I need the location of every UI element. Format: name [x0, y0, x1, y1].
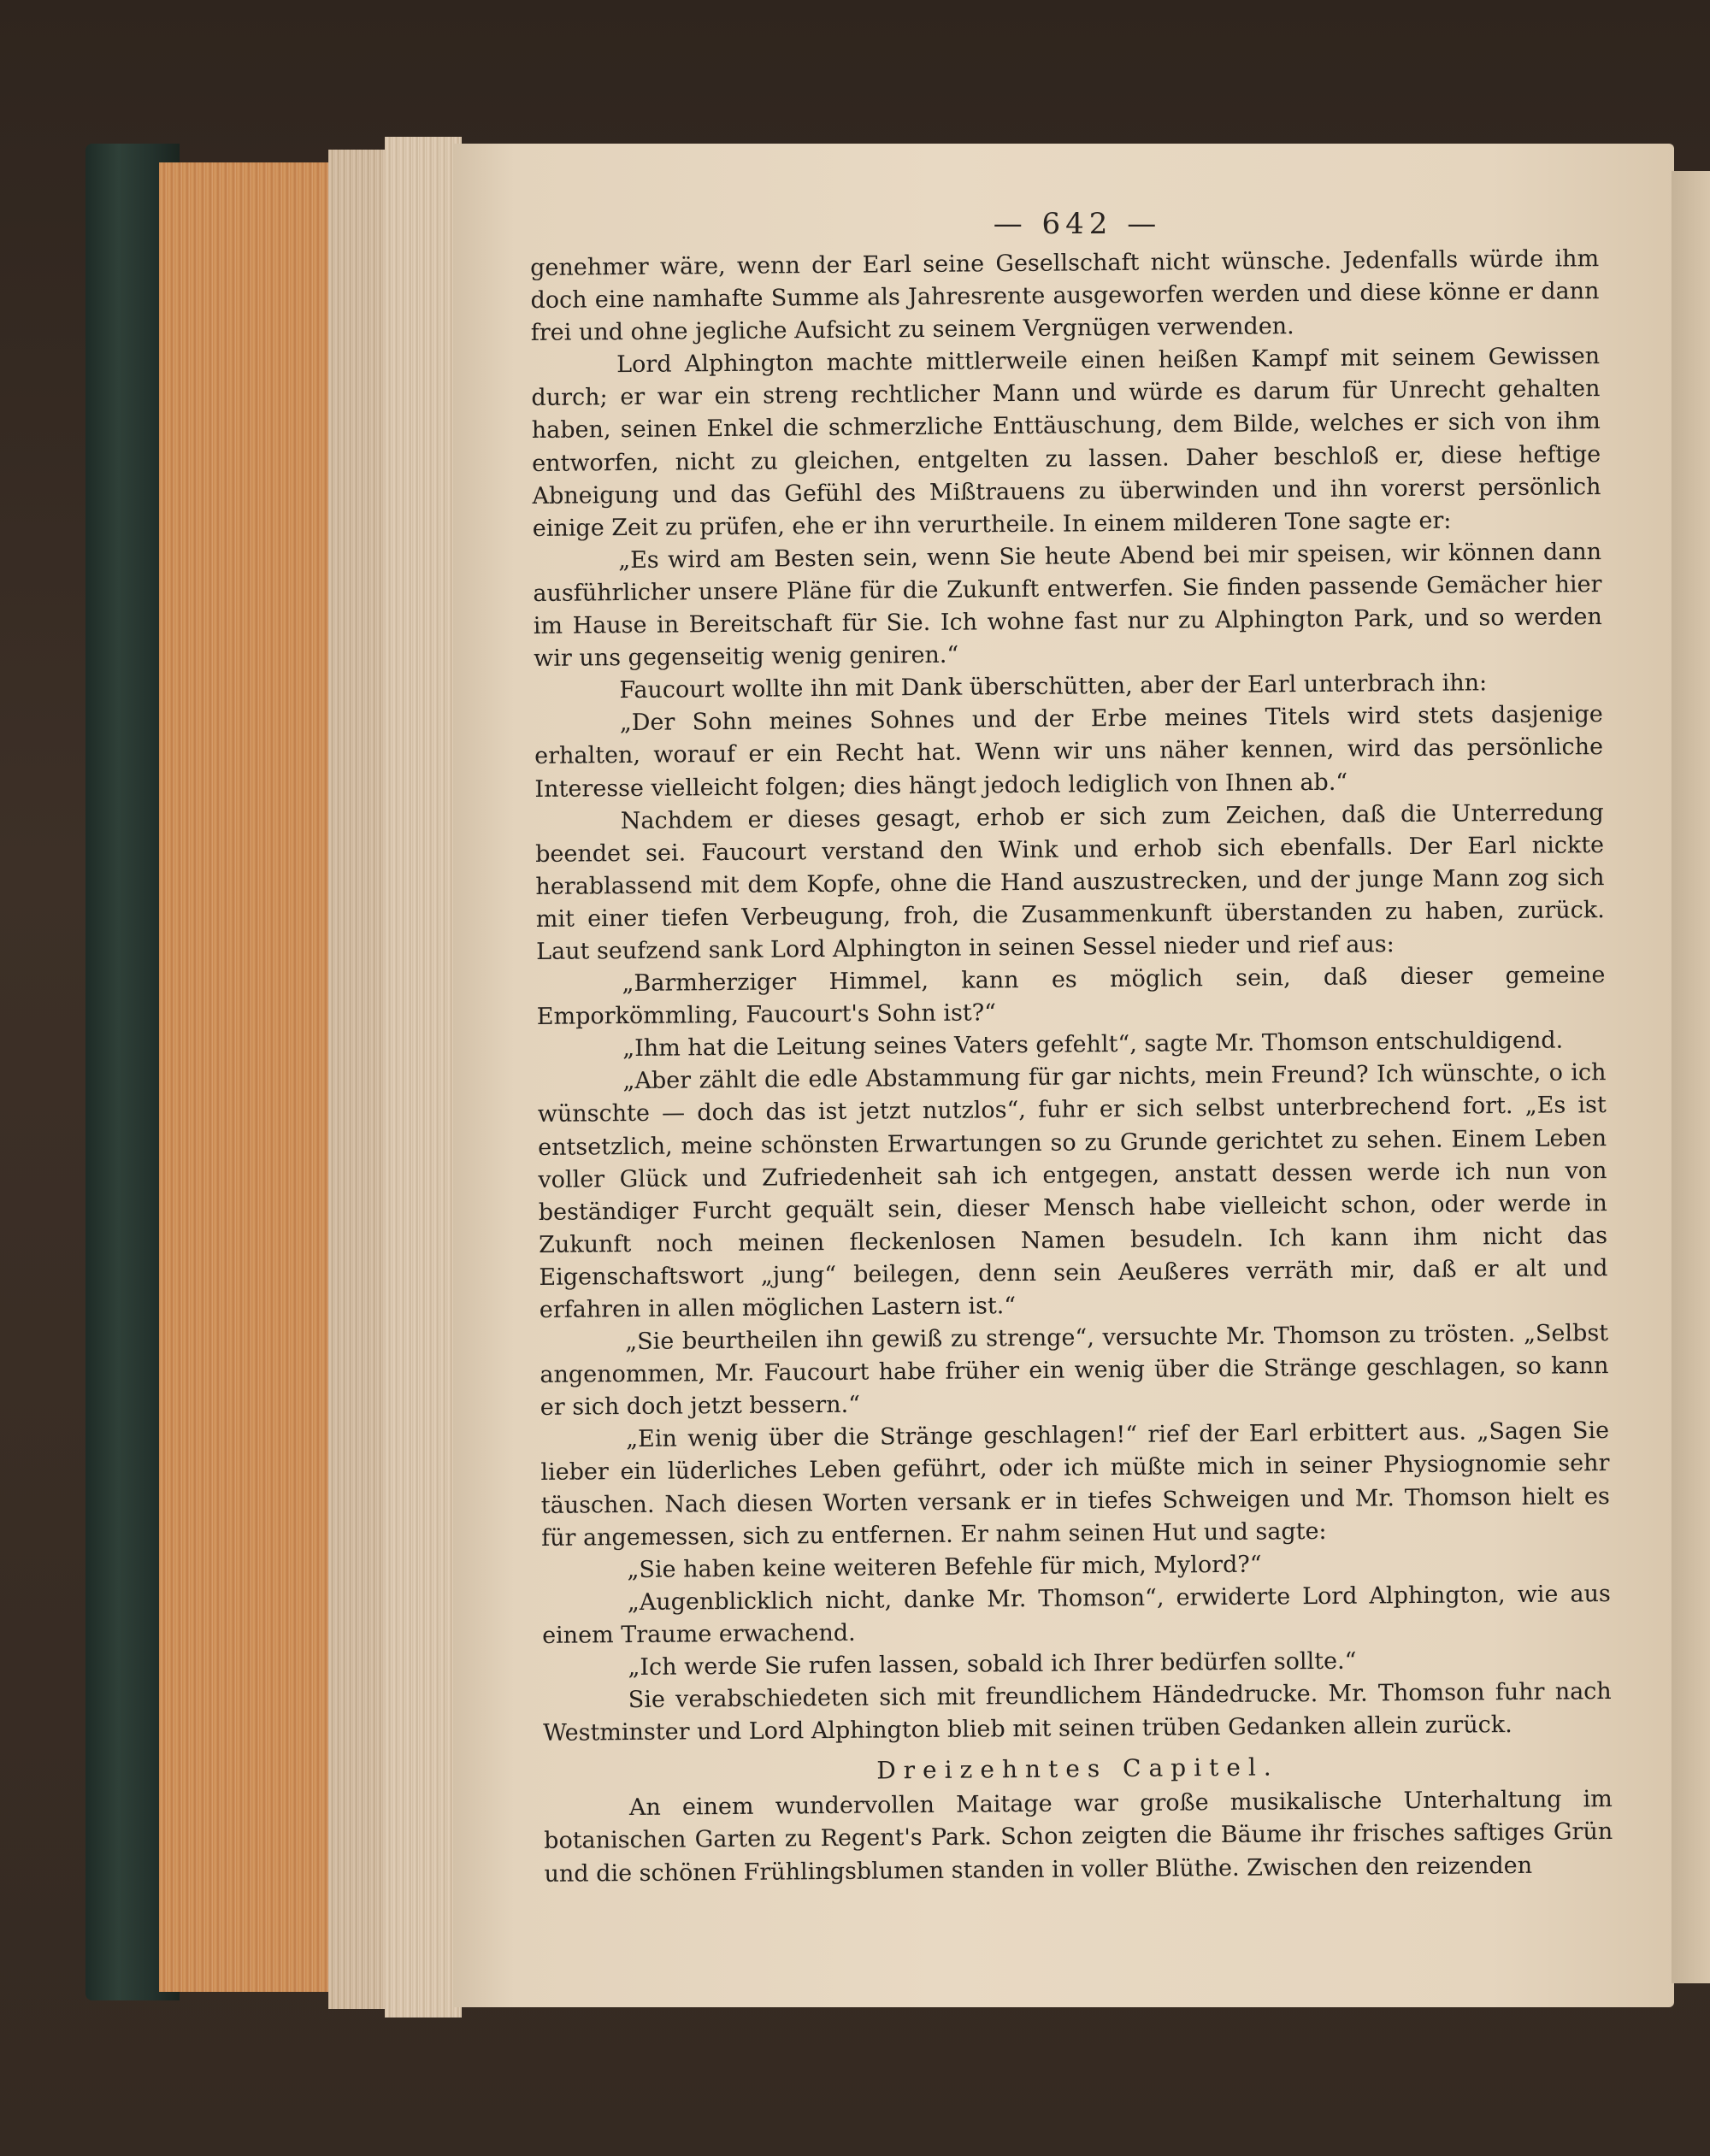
paragraph: „Augenblicklich nicht, danke Mr. Thomson“, erwiderte Lord Alphington, wie aus einem Traume erwachend. [541, 1580, 1611, 1649]
paragraph: Nachdem er dieses gesagt, erhob er sich zum Zeichen, daß die Unterredung beendet sei. Faucourt verstand den Wink und erhob sich ebenfalls. Der Earl nickte herablassend mit dem Kopfe, ohne die Hand auszustrecken, und der junge Mann zog sich mit einer tiefen Verbeugung, froh, die Zusammenkunft überstanden zu haben, zurück. Laut seufzend sank Lord Alphington in seinen Sessel nieder und rief aus: [535, 798, 1605, 965]
paragraph: „Es wird am Besten sein, wenn Sie heute Abend bei mir speisen, wir können dann ausführlicher unsere Pläne für die Zukunft entwerfen. Sie finden passende Gemächer hier im Hause in Bereitschaft für Sie. Ich wohne fast nur zu Alphington Park, und so werden wir uns gegenseitig wenig geniren.“ [533, 538, 1602, 673]
paragraph: „Ihm hat die Leitung seines Vaters gefehlt“, sagte Mr. Thomson entschuldigend. [622, 1027, 1564, 1063]
facing-page-edge [1672, 171, 1710, 1983]
page-text [530, 243, 1613, 1890]
paragraph: „Ich werde Sie rufen lassen, sobald ich Ihrer bedürfen sollte.“ [628, 1647, 1357, 1682]
paragraph: „Barmherziger Himmel, kann es möglich sein, daß dieser gemeine Emporkömmling, Faucourt's Sohn ist?“ [536, 962, 1606, 1031]
chapter-paragraph: An einem wundervollen Maitage war große musikalische Unterhaltung im botanischen Garten zu Regent's Park. Schon zeigten die Bäume ihr frisches saftiges Grün und die schönen Frühlingsblumen standen in voller Blüthe. Zwischen den reizenden [544, 1786, 1613, 1888]
page-edges-left [159, 162, 330, 1992]
paragraph: Faucourt wollte ihn mit Dank überschütten, aber der Earl unterbrach ihn: [619, 669, 1488, 704]
chapter-heading: Dreizehntes Capitel. [876, 1752, 1279, 1785]
page-number: — 642 — [993, 207, 1162, 241]
page-stack [385, 137, 462, 2018]
paragraph: genehmer wäre, wenn der Earl seine Gesellschaft nicht wünsche. Jedenfalls würde ihm doch eine namhafte Summe als Jahresrente ausgeworfen werden und diese könne er dann frei und ohne jegliche Aufsicht zu seinem Vergnügen verwenden. [530, 245, 1600, 347]
paragraph: Lord Alphington machte mittlerweile einen heißen Kampf mit seinem Gewissen durch; er war ein streng rechtlicher Mann und würde es darum für Unrecht gehalten haben, seinen Enkel die schmerzliche Enttäuschung, dem Bilde, welches er sich von ihm entworfen, nicht zu gleichen, entgelten zu lassen. Daher beschloß er, diese heftige Abneigung und das Gefühl des Mißtrauens zu überwinden und ihn vorerst persönlich einige Zeit zu prüfen, ehe er ihn verurtheile. In einem milderen Tone sagte er: [531, 343, 1601, 542]
paragraph: „Sie beurtheilen ihn gewiß zu strenge“, versuchte Mr. Thomson zu trösten. „Selbst angenommen, Mr. Faucourt habe früher ein wenig über die Stränge geschlagen, so kann er sich doch jetzt bessern.“ [540, 1320, 1609, 1422]
paragraph: „Aber zählt die edle Abstammung für gar nichts, mein Freund? Ich wünschte, o ich wünschte — doch das ist jetzt nutzlos“, fuhr er sich selbst unterbrechend fort. „Es ist entsetzlich, meine schönsten Erwartungen so zu Grunde gerichtet zu sehen. Einem Leben voller Glück und Zufriedenheit sah ich entgegen, anstatt dessen werde ich nun von beständiger Furcht gequält sein, dieser Mensch habe vielleicht schon, oder werde in Zukunft noch meinen fleckenlosen Namen besudeln. Ich kann ihm nicht das Eigenschaftswort „jung“ beilegen, denn sein Aeußeres verräth mir, daß er alt und erfahren in allen möglichen Lastern ist.“ [537, 1059, 1608, 1323]
paragraph: Sie verabschiedeten sich mit freundlichem Händedrucke. Mr. Thomson fuhr nach Westminster und Lord Alphington blieb mit seinen trüben Gedanken allein zurück. [542, 1678, 1612, 1747]
paragraph: „Ein wenig über die Stränge geschlagen!“ rief der Earl erbittert aus. „Sagen Sie lieber ein lüderliches Leben geführt, oder ich müßte mich in seiner Physiognomie sehr täuschen. Nach diesen Worten versank er in tiefes Schweigen und Mr. Thomson hielt es für angemessen, sich zu entfernen. Er nahm seinen Hut und sagte: [540, 1417, 1610, 1552]
paragraph: „Sie haben keine weiteren Befehle für mich, Mylord?“ [627, 1551, 1262, 1583]
paragraph: „Der Sohn meines Sohnes und der Erbe meines Titels wird stets dasjenige erhalten, worauf er ein Recht hat. Wenn wir uns näher kennen, wird das persönliche Interesse vielleicht folgen; dies hängt jedoch lediglich von Ihnen ab.“ [534, 701, 1604, 803]
page-edges-middle [328, 150, 388, 2009]
